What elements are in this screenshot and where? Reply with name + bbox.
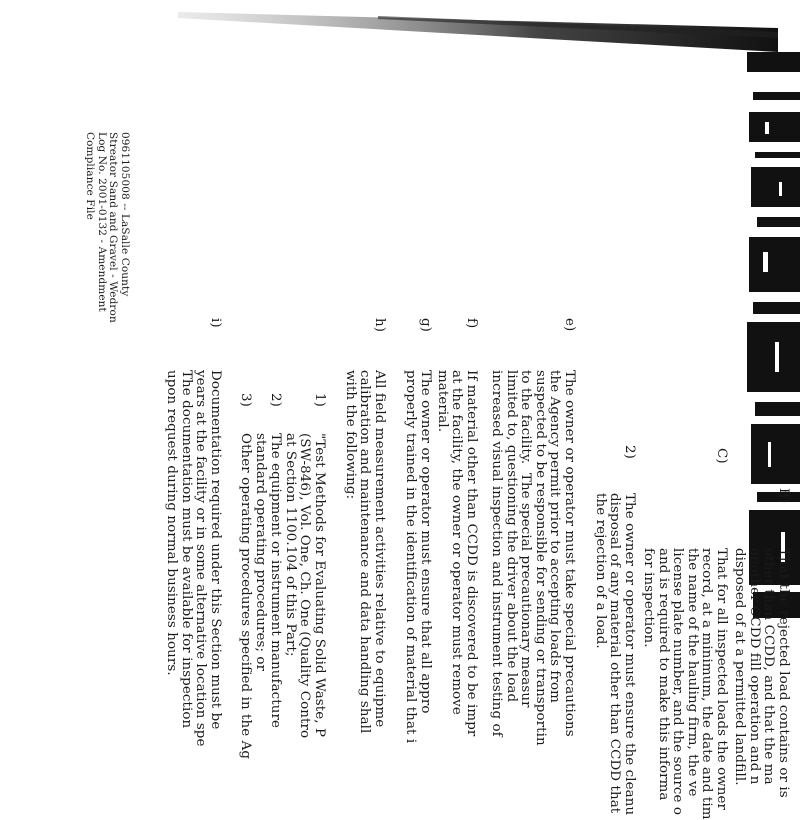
item-label: e) — [562, 318, 577, 332]
header-line: Streator Sand and Gravel - Wedron — [107, 132, 120, 323]
item-label: 2) — [622, 445, 637, 459]
item-text-line: "Test Methods for Evaluating Solid Waste, P — [312, 433, 327, 738]
header-line: Log No. 2001-0132 - Amendment — [96, 132, 108, 312]
item-text-line: Documentation required under this Section must be — [208, 370, 223, 730]
item-text-line: suspected to be responsible for sending or transportin — [532, 370, 548, 746]
header-line: Compliance File — [84, 132, 97, 220]
item-text-line: properly trained in the identification of material that i — [403, 370, 419, 744]
item-text-line: the rejection of a load. — [592, 493, 608, 649]
item-text-line: at Section 1100.104 of this Part; — [282, 433, 298, 657]
item-text-line: (SW-846), Vol. One, Ch. One (Quality Contro — [297, 433, 313, 739]
item-label: 3) — [238, 393, 253, 407]
item-text-line: The owner or operator must ensure that all appro — [418, 370, 433, 714]
item-text-line: standard operating procedures; or — [253, 433, 269, 672]
item-text-line: That the rejected load contains or is — [776, 548, 791, 798]
scan-edge-artifact — [178, 10, 778, 70]
item-label: i) — [208, 318, 223, 328]
item-text-line: Other operating procedures specified in the Ag — [238, 433, 253, 760]
item-text-line: the Agency permit prior to accepting loads from — [547, 370, 563, 703]
item-text-line: The equipment or instrument manufacture — [268, 433, 283, 728]
document-page — [84, 100, 800, 820]
item-text-line: calibration and maintenance and data handling shall — [357, 370, 373, 734]
item-label: B) — [776, 488, 791, 504]
item-text-line: The owner or operator must ensure the cleanu — [622, 493, 637, 816]
item-text-line: The documentation must be available for inspection — [178, 370, 194, 729]
item-text-line: the name of the hauling firm, the ve — [684, 548, 700, 797]
item-text-line: disposed of at a permitted landfill. — [732, 548, 748, 786]
item-text-line: and is required to make this informa — [655, 548, 671, 801]
item-text-line: to the facility. The special precautionary measur — [518, 370, 534, 708]
item-text-line: That for all inspected loads the owner — [714, 548, 729, 811]
item-label: g) — [418, 318, 433, 332]
item-label: 2) — [268, 393, 283, 407]
item-text-line: The owner or operator must take special precautions — [562, 370, 577, 737]
item-text-line: years at the facility or in some alternative location spe — [193, 370, 209, 747]
item-text-line: If material other than CCDD is discovered to be impr — [464, 370, 479, 737]
item-text-line: material. — [434, 370, 450, 433]
item-text-line: All field measurement activities relative to equipme — [372, 370, 387, 728]
item-text-line: at the facility, the owner or operator must remove — [449, 370, 465, 715]
item-text-line: disposal of any material other than CCDD that — [607, 493, 623, 814]
header-line: 0961105008 -- LaSalle County — [119, 132, 131, 297]
item-text-line: limited to, questioning the driver about the load — [503, 370, 519, 703]
item-text-line: for inspection. — [641, 548, 656, 648]
item-text-line: another CCDD fill operation and n — [746, 548, 762, 785]
document-header — [84, 132, 130, 323]
item-text-line: other than CCDD, and that the ma — [761, 548, 777, 785]
item-text-line: increased visual inspection and instrument testing of — [489, 370, 504, 737]
item-label: h) — [372, 318, 387, 333]
item-label: f) — [464, 318, 479, 329]
item-label: 1) — [312, 393, 327, 407]
item-text-line: with the following: — [342, 370, 358, 500]
item-text-line: record, at a minimum, the date and tim — [699, 548, 715, 820]
item-text-line: license plate number, and the source o — [670, 548, 686, 816]
item-label: C) — [714, 448, 729, 464]
item-text-line: upon request during normal business hours. — [164, 370, 180, 676]
